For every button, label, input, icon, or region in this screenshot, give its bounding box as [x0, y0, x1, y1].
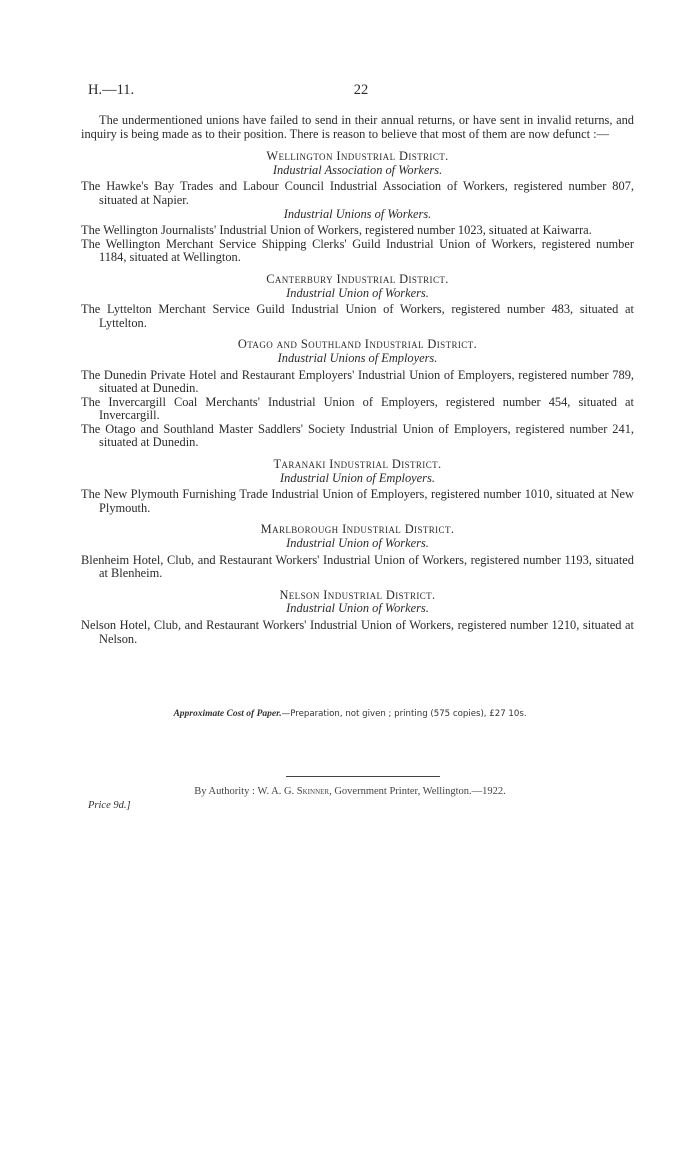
printer-name: W. A. G. Skinner,: [257, 786, 332, 797]
union-type-subheading: Industrial Association of Workers.: [272, 162, 443, 177]
district-sections: [81, 150, 634, 646]
authority-suffix: Government Printer, Wellington.—1922.: [334, 786, 506, 797]
printer-authority: [0, 785, 700, 799]
district-heading: Nelson Industrial District.: [279, 587, 436, 602]
union-type-subheading: Industrial Union of Workers.: [286, 536, 429, 551]
main-content: [81, 114, 634, 646]
union-entry: Blenheim Hotel, Club, and Restaurant Workers' Industrial Union of Workers, registered number 1193, situated at Blenheim.: [81, 552, 634, 581]
union-entry: The Wellington Journalists' Industrial Union of Workers, registered number 1023, situated at Kaiwarra.: [81, 223, 592, 238]
union-type-subheading: Industrial Union of Workers.: [286, 285, 429, 300]
district-heading: Otago and Southland Industrial District.: [237, 337, 478, 352]
union-entry: The Wellington Merchant Service Shipping Clerks' Guild Industrial Union of Workers, registered number 1184, situated at Wellington.: [81, 236, 634, 265]
union-type-subheading: Industrial Union of Workers.: [286, 601, 429, 616]
union-entry: Nelson Hotel, Club, and Restaurant Workers' Industrial Union of Workers, registered number 1210, situated at Nelson.: [81, 618, 634, 646]
union-entry: The Invercargill Coal Merchants' Industrial Union of Employers, registered number 454, situated at Invercargill.: [81, 394, 634, 423]
authority-prefix: By Authority :: [194, 786, 255, 797]
union-type-subheading: Industrial Union of Employers.: [280, 470, 435, 485]
page-header: [88, 84, 634, 102]
page-number: 22: [353, 82, 369, 98]
union-entry: The Dunedin Private Hotel and Restaurant Employers' Industrial Union of Employers, registered number 789, situated at Dunedin.: [81, 367, 634, 396]
union-entry: The Hawke's Bay Trades and Labour Council Industrial Association of Workers, registered number 807, situated at Napier.: [81, 179, 634, 207]
district-heading: Marlborough Industrial District.: [260, 522, 455, 537]
cost-note: [0, 708, 700, 722]
union-entry: The New Plymouth Furnishing Trade Industrial Union of Employers, registered number 1010, situated at New Plymouth.: [81, 487, 634, 515]
cost-label: Approximate Cost of Paper.: [173, 709, 282, 719]
union-entry: The Lyttelton Merchant Service Guild Industrial Union of Workers, registered number 483, situated at Lyttelton.: [81, 302, 634, 330]
union-entry: The Otago and Southland Master Saddlers' Society Industrial Union of Employers, registered number 241, situated at Dunedin.: [81, 421, 634, 450]
price-note: Price 9d.]: [88, 800, 131, 811]
cost-text: —Preparation, not given ; printing (575 copies), £27 10s.: [281, 709, 527, 719]
footer-rule: [286, 776, 440, 777]
union-type-subheading: Industrial Unions of Workers.: [283, 206, 432, 221]
district-heading: Taranaki Industrial District.: [273, 457, 442, 472]
district-heading: Wellington Industrial District.: [266, 149, 449, 164]
union-type-subheading: Industrial Unions of Employers.: [277, 350, 438, 365]
document-reference: H.—11.: [88, 82, 135, 98]
intro-paragraph: The undermentioned unions have failed to send in their annual returns, or have sent in invalid returns, and inquiry is being made as to their position. There is reason to believe that most of them are now defunct :—: [81, 113, 634, 141]
district-heading: Canterbury Industrial District.: [266, 271, 449, 286]
